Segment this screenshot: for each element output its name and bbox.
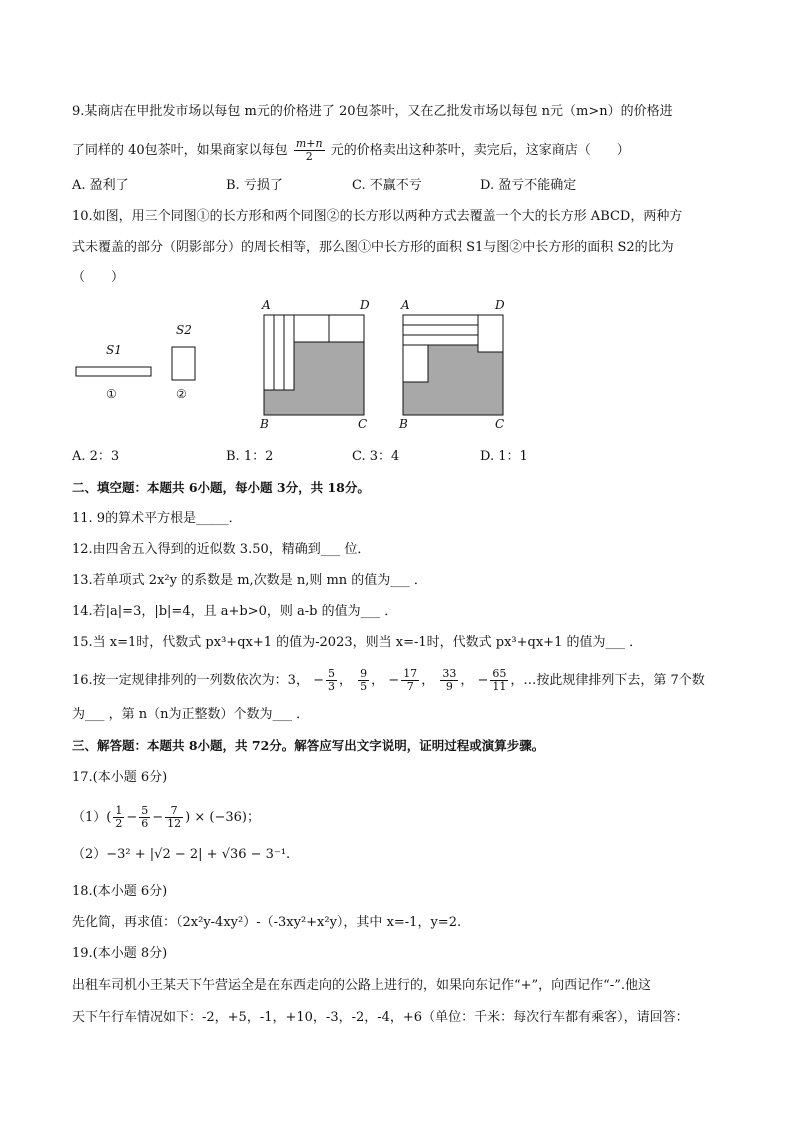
q9-option-d: D. 盈亏不能确定 <box>480 178 577 193</box>
q17-p1-close: ) × (−36)； <box>185 810 260 825</box>
q16-frac-4-den: 9 <box>445 680 453 693</box>
q18-body: 先化简，再求值：（2x²y-4xy²）-（-3xy²+x²y），其中 x=-1，y=2. <box>72 915 462 930</box>
q9-frac-num: m+n <box>295 137 323 150</box>
q17-p1-open: （1）( <box>72 810 112 825</box>
figure-2-label: ② <box>176 387 187 401</box>
q10-option-c: C. 3：4 <box>352 449 400 464</box>
fig2-block-2 <box>403 345 428 382</box>
q16-frac-4 <box>440 668 458 693</box>
s2-rectangle <box>172 347 195 380</box>
fig1-block-1 <box>294 315 329 342</box>
q18-heading: 18.(本小题 6分) <box>72 884 168 899</box>
q16-frac-1-sign: − <box>313 673 324 688</box>
fig1-strip-3 <box>284 315 294 390</box>
q17-frac-3-num: 7 <box>165 805 183 818</box>
fig2-strip-1 <box>403 315 478 325</box>
q15: 15.当 x=1时，代数式 px³+qx+1 的值为-2023，则当 x=-1时，代数式 px³+qx+1 的值为___ ． <box>72 635 643 650</box>
q19-heading: 19.(本小题 8分) <box>72 946 168 961</box>
q16-frac-3-num: 17 <box>403 667 418 680</box>
q9-option-b: B. 亏损了 <box>226 178 283 193</box>
q16-frac-1-den: 3 <box>328 680 335 693</box>
q16-line2: 为___ ，第 n（n为正整数）个数为___ ． <box>72 707 310 722</box>
q16-frac-2-den: 5 <box>360 680 368 693</box>
q19-line1: 出租车司机小王某天下午营运全是在东西走向的公路上进行的，如果向东记作“+”，向西记作“-”.他这 <box>72 978 652 993</box>
s1-rectangle <box>76 367 151 376</box>
q11: 11. 9的算术平方根是_____． <box>72 511 242 526</box>
fig2-strip-3 <box>403 335 478 345</box>
q9-option-c: C. 不赢不亏 <box>352 178 422 193</box>
q16-lead: 16.按一定规律排列的一列数依次为：3， <box>72 673 309 688</box>
q9-option-a: A. 盈利了 <box>72 178 129 193</box>
q17-frac-3 <box>165 805 183 830</box>
fig2-strip-2 <box>403 325 478 335</box>
q17-part2: （2）−3² + |√2 − 2| + √36 − 3⁻¹. <box>72 847 291 862</box>
figure-1-label: ① <box>106 387 117 401</box>
section-3-heading: 三、解答题：本题共 8小题，共 72分。解答应写出文字说明，证明过程或演算步骤。 <box>72 738 545 753</box>
fig1-corner-b: B <box>260 417 269 431</box>
q17-part1: （1）( $\frac{1}{2}$ − $\frac{5}{6}$ − $\frac{7}{12}$ ) × (−36)； <box>72 804 260 830</box>
q10-line1: 10.如图，用三个同图①的长方形和两个同图②的长方形以两种方式去覆盖一个大的长方形 ABCD，两种方 <box>72 209 683 224</box>
fig2-block-1 <box>478 315 503 352</box>
q17-frac-1 <box>113 805 124 830</box>
fig1-corner-c: C <box>358 417 368 431</box>
q17-frac-2-num: 5 <box>141 804 149 817</box>
q9-line2 <box>72 138 722 163</box>
q16-frac-4-num: 33 <box>442 667 457 680</box>
q13: 13.若单项式 2x²y 的系数是 m,次数是 n,则 mn 的值为___ ． <box>72 573 427 588</box>
q17-frac-1-num: 1 <box>115 804 123 817</box>
q9-line1: 9.某商店在甲批发市场以每包 m元的价格进了 20包茶叶，又在乙批发市场以每包 n元（m>n）的价格进 <box>72 104 673 119</box>
q10-line2: 式未覆盖的部分（阴影部分）的周长相等，那么图①中长方形的面积 S1与图②中长方形的面积 S2的比为 <box>72 240 674 255</box>
q17-heading: 17.(本小题 6分) <box>72 770 168 785</box>
q10-line3: （ ） <box>72 270 125 285</box>
q10-figure-svg <box>70 295 520 440</box>
q12: 12.由四舍五入得到的近似数 3.50，精确到___ 位． <box>72 542 371 557</box>
q10-figure <box>70 295 520 440</box>
fig1-corner-d: D <box>360 298 370 312</box>
q16-frac-2-num: 9 <box>360 667 368 680</box>
q10-option-b: B. 1：2 <box>226 449 274 464</box>
q14: 14.若|a|=3，|b|=4，且 a+b>0，则 a-b 的值为___ ． <box>72 604 398 619</box>
q16-frac-5-sign: − <box>477 673 489 688</box>
fig2-corner-d: D <box>495 298 505 312</box>
q9-line2-end: 元的价格卖出这种茶叶，卖完后，这家商店（ ） <box>330 143 630 158</box>
q16-frac-1 <box>326 668 337 693</box>
q16-frac-5 <box>490 668 508 693</box>
q16-frac-2 <box>358 668 369 693</box>
s1-label: S1 <box>106 343 122 357</box>
q10-option-a: A. 2：3 <box>72 449 120 464</box>
q16-frac-3 <box>401 668 419 693</box>
fig1-strip-2 <box>274 315 284 390</box>
fig2-corner-a: A <box>401 298 410 312</box>
fig2-corner-c: C <box>495 417 505 431</box>
q16-frac-1-num: 5 <box>328 667 335 680</box>
q19-line2: 天下午行车情况如下：-2，+5，-1，+10，-3，-2，-4，+6（单位：千米：每次行车都有乘客），请回答： <box>72 1010 689 1025</box>
q9-line2-start: 了同样的 40包茶叶，如果商家以每包 <box>72 143 288 158</box>
fig2-corner-b: B <box>399 417 408 431</box>
q10-option-d: D. 1：1 <box>480 449 528 464</box>
q16-line1: 16.按一定规律排列的一列数依次为：3， − $\frac{5}{3}$ ， $\frac{9}{5}$ ， − $\frac{17}{7}$ ， $\frac{33}{9}$ ， − $\frac{65}{11}$ ，…按此规律排列下去，第 7个数 <box>72 667 705 693</box>
q16-tail: ，…按此规律排列下去，第 7个数 <box>510 673 705 688</box>
q17-frac-3-den: 12 <box>167 817 182 830</box>
q16-frac-3-den: 7 <box>406 680 414 693</box>
s2-label: S2 <box>176 323 192 337</box>
q17-frac-2-den: 6 <box>141 817 149 830</box>
q9-fraction <box>294 138 325 163</box>
fig1-strip-1 <box>264 315 274 390</box>
q9-frac-den: 2 <box>305 150 313 163</box>
q17-frac-1-den: 2 <box>115 817 123 830</box>
section-2-heading: 二、填空题：本题共 6小题，每小题 3分，共 18分。 <box>72 480 370 495</box>
q16-frac-5-num: 65 <box>492 667 507 680</box>
fig1-corner-a: A <box>262 298 271 312</box>
q17-frac-2 <box>139 805 150 830</box>
fig1-block-2 <box>329 315 364 342</box>
q16-frac-5-den: 11 <box>492 680 507 693</box>
q16-frac-3-sign: − <box>388 673 400 688</box>
